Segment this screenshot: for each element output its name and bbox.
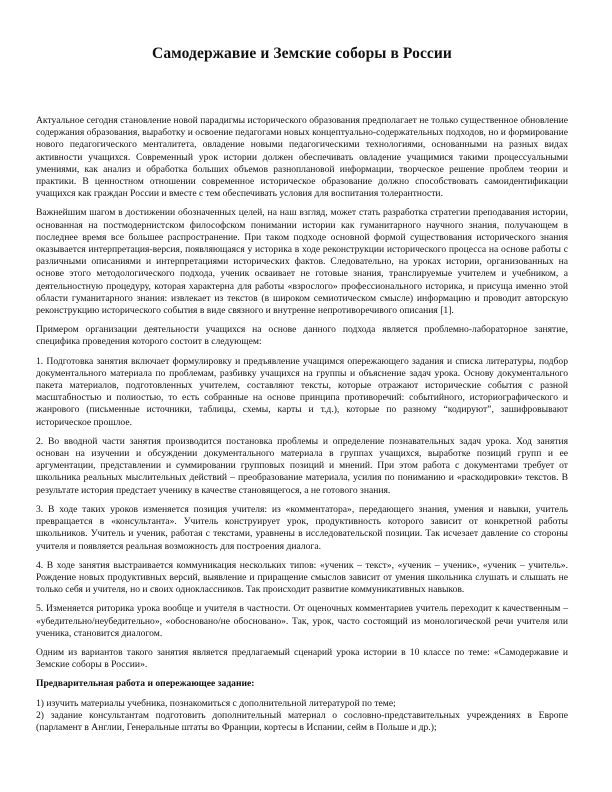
prep-item-1: 1) изучить материалы учебника, познакомиться с дополнительной литературой по теме; <box>36 697 396 709</box>
paragraph-point-2: 2. Во вводной части занятия производится постановка проблемы и определение познавательных задач урока. Ход занятия основан на изучении и обсуждении документального материала в группах учащихся, выработке позиций групп и ее аргументации, представлении и суммировании групповых позиций и мнений. При этом работа с документами требует от школьника реальных мыслительных действий – преобразование материала, усилия по пониманию и «раскодировки» текстов. В результате история предстает ученику в качестве становящегося, а не готового знания. <box>36 435 568 496</box>
paragraph-point-1: 1. Подготовка занятия включает формулировку и предъявление учащимся опережающего задания и списка литературы, подбор документального материала по проблемам, разбивку учащихся на группы и объяснение задач урока. Основу документального пакета материалов, подготовленных учителем, составляют тексты, которые отражают исторические события с разной масштабностью и полиостью, то есть собранные на основе принципа противоречий: событийного, историографического и жанрового (письменные источники, таблицы, схемы, карты и т.д.), которые по разному “кодируют”, зашифровывают историческое прошлое. <box>36 355 568 428</box>
prep-item-2: 2) задание консультантам подготовить дополнительный материал о сословно-представительных учреждениях в Европе (парламент в Англии, Генеральные штаты во Франции, кортесы в Испании, сейм в Польше и др.); <box>36 709 568 733</box>
paragraph-lesson-variant: Одним из вариантов такого занятия является предлагаемый сценарий урока истории в 10 классе по теме: «Самодержавие и Земские соборы в России». <box>36 646 568 671</box>
paragraph-strategy: Важнейшим шагом в достижении обозначенных целей, на наш взгляд, может стать разработка стратегии преподавания истории, основанная на постмодернистском философском понимании истории как гуманитарного научного знания, получающем в последнее время все большее распространение. При таком подходе основной формой существования исторического знания оказывается интерпретация-версия, появляющаяся у историка в ходе реконструкции исторического процесса на основе работы с различными описаниями и интерпретациями исторических фактов. Следовательно, на уроках истории, организованных на основе этого методологического подхода, ученик осваивает не готовые знания, транслируемые учителем и учебником, а деятельностную процедуру, которая характерна для работы «взрослого» профессионального историка, и присуща именно этой области гуманитарного знания: извлекает из текстов (в широком семиотическом смысле) информацию и проводит авторскую реконструкцию исторического события в виде связного и внутренне непротиворечивого описания [1]. <box>36 207 568 317</box>
paragraph-example: Примером организации деятельности учащихся на основе данного подхода является проблемно-лабораторное занятие, специфика проведения которого состоит в следующем: <box>36 324 568 348</box>
prep-heading: Предварительная работа и опережающее задание: <box>36 678 255 690</box>
paragraph-point-3: 3. В ходе таких уроков изменяется позиция учителя: из «комментатора», передающего знания, умения и навыки, учитель превращается в «консультанта». Учитель конструирует урок, продуктивность которого зависит от конкретной работы школьников. Учитель и ученик, работая с текстами, уравнены в исследовательской позиции. Так исчезает давление со стороны учителя и появляется реальная возможность для построения диалога. <box>36 503 568 552</box>
document-title: Самодержавие и Земские соборы в России <box>152 45 452 62</box>
paragraph-intro: Актуальное сегодня становление новой парадигмы исторического образования предполагает не только существенное обновление содержания образования, выработку и освоение педагогами новых концептуально-содержательных подходов, но и формирование нового педагогического менталитета, овладение новыми педагогическими технологиями, основанными на разных видах активности учащихся. Современный урок истории должен обеспечивать овладение учащимися такими процессуальными умениями, как анализ и обработка больших объемов разноплановой информации, творческое решение проблем теории и практики. В ценностном отношении современное историческое образование должно способствовать самоидентификации учащихся как граждан России и вместе с тем обеспечивать условия для воспитания толерантности. <box>36 115 568 200</box>
paragraph-point-4: 4. В ходе занятия выстраивается коммуникация нескольких типов: «ученик – текст», «ученик – ученик», «ученик – учитель». Рождение новых продуктивных версий, выявление и приращение смыслов зависит от умения школьника слушать и слышать не только себя и учителя, но и своих одноклассников. Так происходит развитие коммуникативных навыков. <box>36 559 568 596</box>
paragraph-point-5: 5. Изменяется риторика урока вообще и учителя в частности. От оценочных комментариев учитель переходит к качественным – «убедительно/неубедительно», «обосновано/не обосновано». Так, урок, часто состоящий из монологической речи учителя или ученика, становится диалогом. <box>36 603 568 639</box>
